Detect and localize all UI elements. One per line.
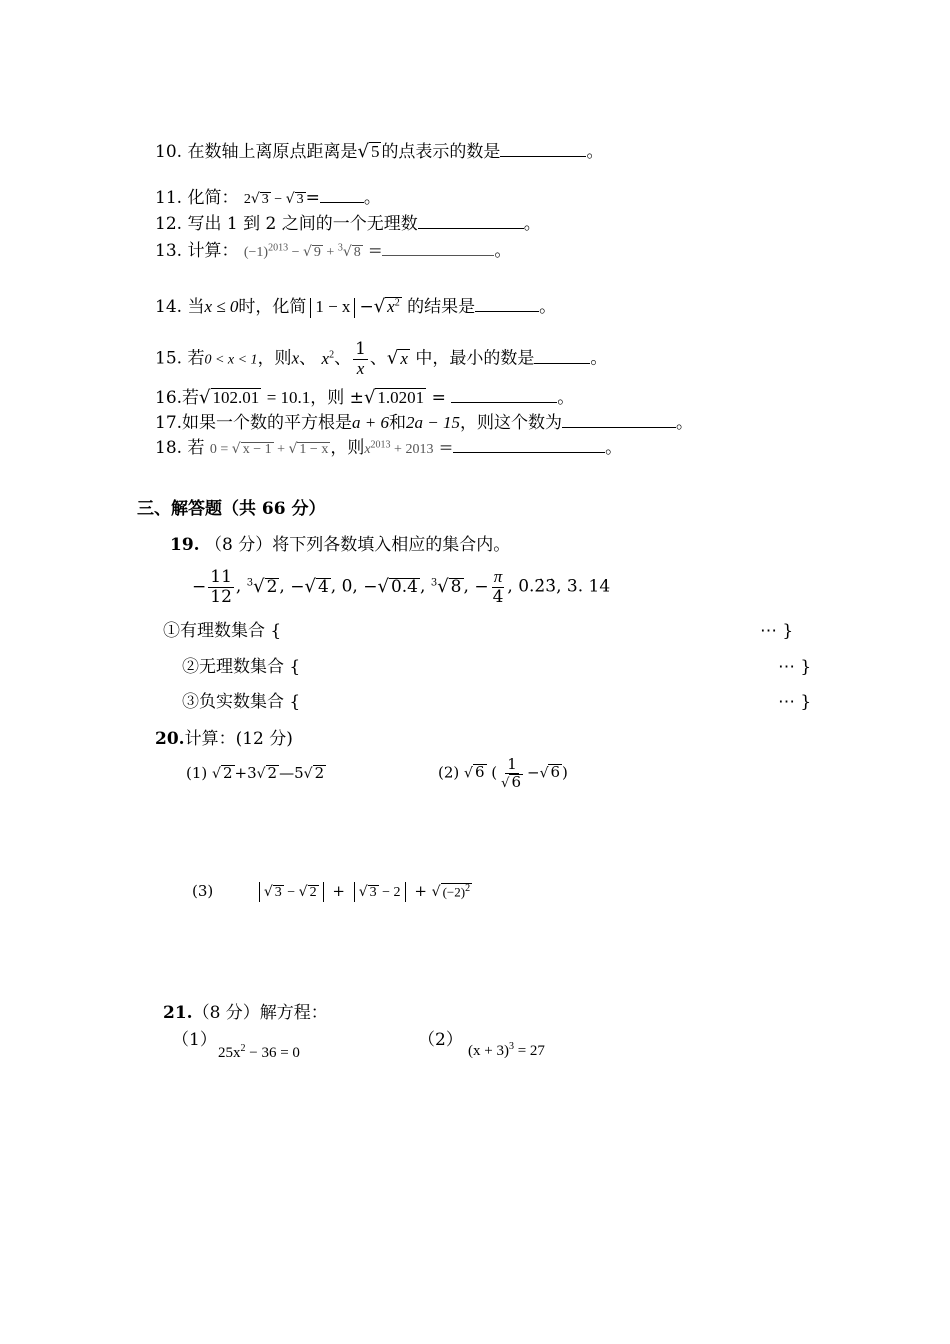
question-text: 若 <box>182 388 200 408</box>
radicand: 5 <box>370 142 380 161</box>
section-title: 三、解答题（共 66 分） <box>137 499 326 519</box>
radicand: 102.01 <box>212 388 260 407</box>
set-rational <box>163 621 281 641</box>
question-12 <box>155 214 541 234</box>
part-label: (3) <box>192 882 214 900</box>
number-repeating-decimal: 0.2̇3̇ <box>518 576 557 597</box>
q20-part-3: (3) √ 3 − √ 2 + √ 3 − 2 + √ $(-2)^2$ <box>192 882 471 900</box>
equals: = <box>438 438 454 458</box>
period: 。 <box>539 297 557 317</box>
sqrt-symbol: √ <box>357 141 369 162</box>
abs-bar <box>310 298 311 318</box>
sqrt-symbol: √ <box>386 347 399 369</box>
number-zero: 0, <box>341 576 358 597</box>
condition: 0 < x < 1 <box>204 352 258 368</box>
part-label: (2) <box>438 763 460 782</box>
number-neg-fraction: − $\frac{11}{12}$ <box>192 567 232 607</box>
question-17 <box>155 413 693 433</box>
answer-blank[interactable] <box>382 241 494 256</box>
option-sqrt-x: x <box>400 348 408 368</box>
answer-blank[interactable] <box>500 142 586 157</box>
question-11 <box>155 188 381 209</box>
question-number: 21. <box>163 1003 193 1023</box>
question-text-tail: 的结果是 <box>407 297 476 317</box>
question-text: ，则 ± <box>310 388 364 408</box>
set-negative-real-tail: ⋯ } <box>778 692 812 712</box>
answer-blank[interactable] <box>534 349 590 364</box>
number-neg-sqrt-4: −√ 4 <box>290 575 329 597</box>
minus: − <box>359 297 374 317</box>
number-neg-pi-over-4: − $\frac{\pi}{4}$ <box>474 567 504 607</box>
question-text: 若 <box>187 438 205 458</box>
sqrt-symbol: √ <box>363 387 376 408</box>
abs-bar <box>354 298 355 318</box>
option-x-squared: $x^2$ <box>321 348 335 368</box>
condition: x ≤ 0 <box>204 297 239 316</box>
question-text: 化简： <box>187 188 239 208</box>
set-negative-real <box>182 692 300 712</box>
number-neg-sqrt-0-4: −√ 0.4 <box>363 575 418 597</box>
question-text: 写出 1 到 2 之间的一个无理数 <box>187 214 418 234</box>
answer-blank[interactable] <box>320 188 364 203</box>
equals: = <box>305 188 320 208</box>
math-expression: 0 = √ x − 1 + √ 1 − x <box>209 441 329 457</box>
period: 。 <box>557 388 575 408</box>
q20-part-2: (2) √ 6 ( $\frac{1}{√ 6}$ −√ 6 ) <box>438 755 568 791</box>
question-number: 16. <box>155 388 183 408</box>
question-number: 20. <box>155 729 185 749</box>
period: 。 <box>605 438 623 458</box>
set-rational-tail: ⋯ } <box>760 621 794 641</box>
equation-rhs: = 10.1 <box>266 388 311 407</box>
question-text: 若 <box>187 348 205 369</box>
question-text-tail: 的点表示的数是 <box>381 142 501 162</box>
set-irrational <box>182 657 300 677</box>
option-reciprocal: $\frac{1}{x}$ <box>355 339 366 378</box>
question-text-tail: 中，最小的数是 <box>415 348 535 369</box>
sqrt-symbol: √ <box>373 296 386 317</box>
question-number: 19. <box>170 535 200 555</box>
q21-part-1-label: （1） <box>172 1030 217 1050</box>
question-text: ，则这个数为 <box>460 413 563 433</box>
equals: = <box>368 241 383 261</box>
number-cube-root-8: $^3$√ 8 <box>430 575 462 597</box>
question-text: 计算：(12 分) <box>184 729 293 749</box>
period: 。 <box>363 188 381 208</box>
question-text: ，则 <box>330 438 365 458</box>
question-text: （8 分）将下列各数填入相应的集合内。 <box>204 535 511 555</box>
question-text: （8 分）解方程： <box>192 1003 328 1023</box>
math-expression: $x^{2013} + 2013$ <box>364 439 434 457</box>
question-text: 在数轴上离原点距离是 <box>187 142 358 162</box>
answer-blank[interactable] <box>418 214 524 229</box>
question-19 <box>170 535 510 555</box>
question-21 <box>163 1003 328 1023</box>
radicand: $x^2$ <box>387 297 400 316</box>
question-20 <box>155 729 293 749</box>
q21-equation-2: $(x + 3)^3 = 27$ <box>468 1041 545 1059</box>
answer-blank[interactable] <box>562 413 676 428</box>
question-number: 13. <box>155 241 183 261</box>
answer-blank[interactable] <box>453 438 605 453</box>
set-label: ③负实数集合 { <box>182 692 301 712</box>
question-15: 15. 若0 < x < 1，则x、 $x^2$、 $\frac{1}{x}$ 、√ x 中，最小的数是 。 <box>155 339 608 378</box>
answer-blank[interactable] <box>451 388 557 403</box>
question-text: ，则 <box>257 348 292 369</box>
question-number: 10. <box>155 142 183 162</box>
question-text: 时，化简 <box>238 297 307 317</box>
period: 。 <box>586 142 604 162</box>
set-label: ②无理数集合 { <box>182 657 301 677</box>
period: 。 <box>676 413 694 433</box>
number-list: − $\frac{11}{12}$ , $^3$√ 2 , −√ 4 , 0, −√ 0.4 , $^3$√ 8 , − $\frac{\pi}{4}$ , 0.2̇3̇, 3. 14 <box>192 567 611 607</box>
question-text: 计算： <box>187 241 239 261</box>
equals: = <box>431 388 446 408</box>
part-label: (1) <box>186 764 208 782</box>
math-expression: 2√ 3 − √ 3 <box>243 191 304 207</box>
question-number: 11. <box>155 188 183 208</box>
set-irrational-tail: ⋯ } <box>778 657 812 677</box>
question-number: 15. <box>155 348 183 369</box>
question-text: 当 <box>187 297 205 317</box>
question-13 <box>155 241 511 262</box>
period: 。 <box>523 214 541 234</box>
question-text: 和 <box>389 413 407 433</box>
q21-part-2-label: （2） <box>418 1030 463 1050</box>
option-x: x <box>291 348 300 368</box>
q21-equation-1: $25x^2 - 36 = 0$ <box>218 1043 300 1061</box>
root-a: a + 6 <box>352 413 390 432</box>
question-number: 17. <box>155 413 183 433</box>
question-10 <box>155 141 603 163</box>
question-16 <box>155 387 574 409</box>
question-18 <box>155 438 622 459</box>
question-text: 如果一个数的平方根是 <box>182 413 353 433</box>
root-b: 2a − 15 <box>406 413 461 432</box>
answer-blank[interactable] <box>475 297 539 312</box>
question-number: 12. <box>155 214 183 234</box>
radicand: 1.0201 <box>377 388 425 407</box>
sqrt-symbol: √ <box>199 387 211 408</box>
period: 。 <box>494 241 512 261</box>
question-number: 18. <box>155 438 183 458</box>
question-number: 14. <box>155 297 183 317</box>
abs-content: 1 − x <box>315 297 351 316</box>
set-label: ①有理数集合 { <box>163 621 282 641</box>
question-14 <box>155 296 556 318</box>
number-cube-root-2: $^3$√ 2 <box>246 575 278 597</box>
number-3-14: 3. 14 <box>566 576 611 597</box>
q20-part-1: (1) √ 2 +3√ 2 —5√ 2 <box>186 764 325 782</box>
period: 。 <box>590 348 608 369</box>
math-expression: $(-1)^{2013}$ − √ 9 + $^3$√ 8 <box>243 242 361 260</box>
